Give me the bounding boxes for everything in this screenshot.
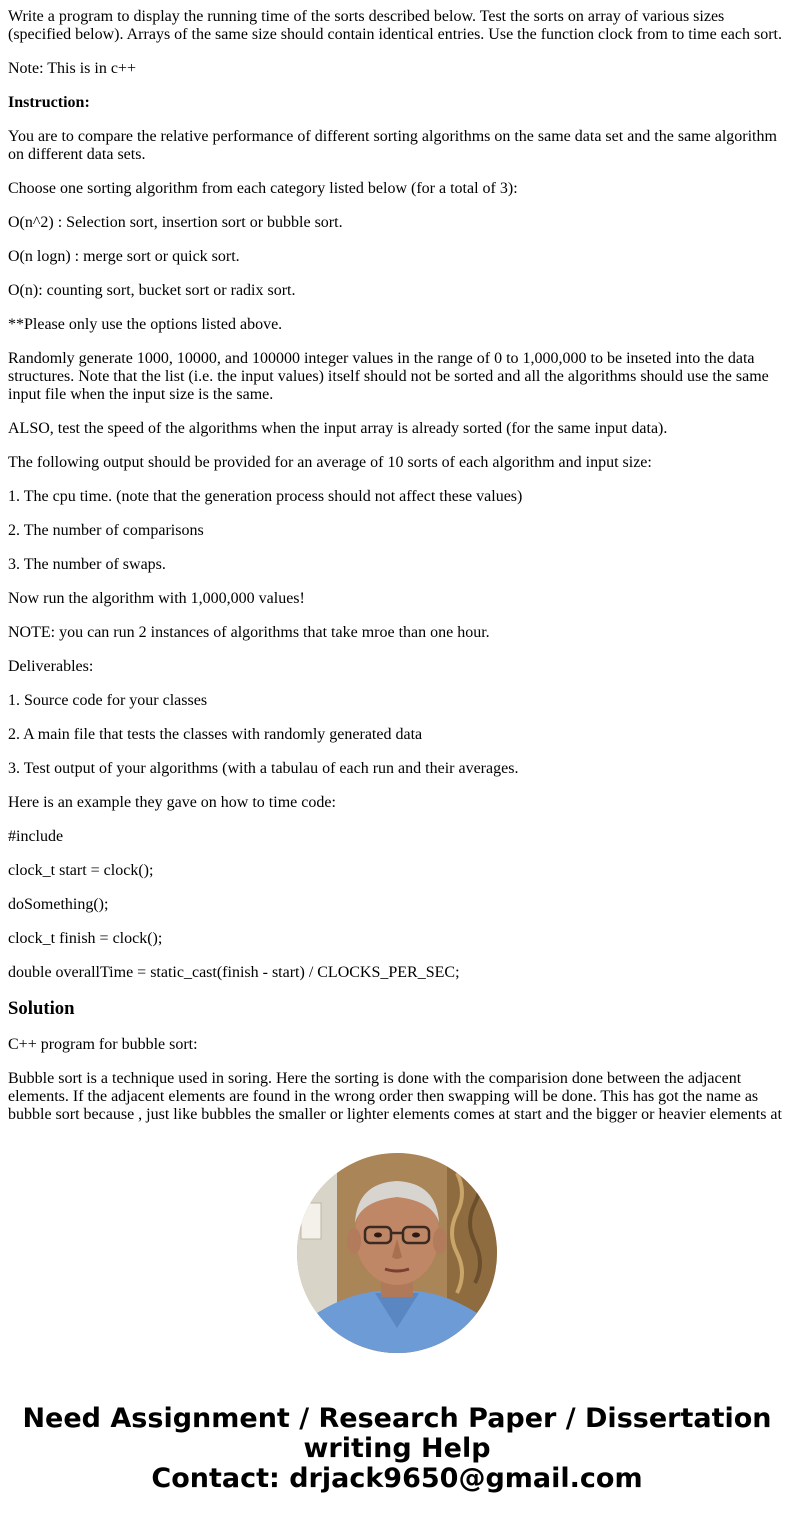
footer-line-contact-email: Contact: drjack9650@gmail.com	[151, 1463, 643, 1494]
deliverable-test-output: 3. Test output of your algorithms (with a tabulau of each run and their averages.	[8, 760, 519, 777]
category-n-log-n: O(n logn) : merge sort or quick sort.	[8, 248, 240, 265]
output-item-cpu-time: 1. The cpu time. (note that the generation process should not affect these values)	[8, 488, 523, 505]
deliverable-source-code: 1. Source code for your classes	[8, 692, 208, 709]
solution-heading: Solution	[8, 998, 75, 1019]
random-generation-paragraph: Randomly generate 1000, 10000, and 100000 integer values in the range of 0 to 1,000,000 to be inseted into the data structures. Note that the list (i.e. the input values) itself should not be sorted and all the algorithms should use the same input file when the input size is the same.	[8, 350, 769, 403]
output-item-swaps: 3. The number of swaps.	[8, 556, 166, 573]
choose-paragraph: Choose one sorting algorithm from each category listed below (for a total of 3):	[8, 180, 518, 197]
output-item-comparisons: 2. The number of comparisons	[8, 522, 204, 539]
code-line-overall-time: double overallTime = static_cast(finish - start) / CLOCKS_PER_SEC;	[8, 964, 460, 981]
footer-line-service: Need Assignment / Research Paper / Dissertation	[22, 1403, 772, 1434]
avatar	[297, 1153, 497, 1353]
million-values-paragraph: Now run the algorithm with 1,000,000 values!	[8, 590, 305, 607]
deliverable-main-file: 2. A main file that tests the classes with randomly generated data	[8, 726, 423, 743]
only-options-note: **Please only use the options listed above.	[8, 316, 283, 333]
avatar-photo	[297, 1153, 497, 1353]
code-line-do-something: doSomething();	[8, 896, 109, 913]
solution-explanation: Bubble sort is a technique used in soring. Here the sorting is done with the comparision done between the adjacent elements. If the adjacent elements are found in the wrong order then swapping will be done. This has got the name as bubble sort because , just like bubbles the smaller or lighter elements comes at start and the bigger or heavier elements at	[8, 1070, 782, 1123]
deliverables-heading: Deliverables:	[8, 658, 94, 675]
code-line-finish: clock_t finish = clock();	[8, 930, 163, 947]
timing-example-intro: Here is an example they gave on how to time code:	[8, 794, 336, 811]
solution-line-bubble-sort: C++ program for bubble sort:	[8, 1036, 198, 1053]
contact-footer	[0, 1404, 794, 1494]
question-content	[8, 0, 786, 1124]
footer-line-help: writing Help	[303, 1433, 491, 1464]
code-line-start: clock_t start = clock();	[8, 862, 154, 879]
language-note: Note: This is in c++	[8, 60, 136, 77]
category-n-squared: O(n^2) : Selection sort, insertion sort or bubble sort.	[8, 214, 343, 231]
code-line-include: #include	[8, 828, 64, 845]
instances-note: NOTE: you can run 2 instances of algorithms that take mroe than one hour.	[8, 624, 490, 641]
category-linear: O(n): counting sort, bucket sort or radix sort.	[8, 282, 296, 299]
instruction-heading: Instruction:	[8, 94, 90, 111]
question-intro: Write a program to display the running time of the sorts described below. Test the sorts on array of various sizes (specified below). Arrays of the same size should contain identical entries. Use the function clock from to time each sort.	[8, 8, 782, 43]
sorted-input-paragraph: ALSO, test the speed of the algorithms when the input array is already sorted (for the same input data).	[8, 420, 668, 437]
compare-paragraph: You are to compare the relative performance of different sorting algorithms on the same data set and the same algorithm on different data sets.	[8, 128, 777, 163]
output-intro: The following output should be provided for an average of 10 sorts of each algorithm and input size:	[8, 454, 652, 471]
